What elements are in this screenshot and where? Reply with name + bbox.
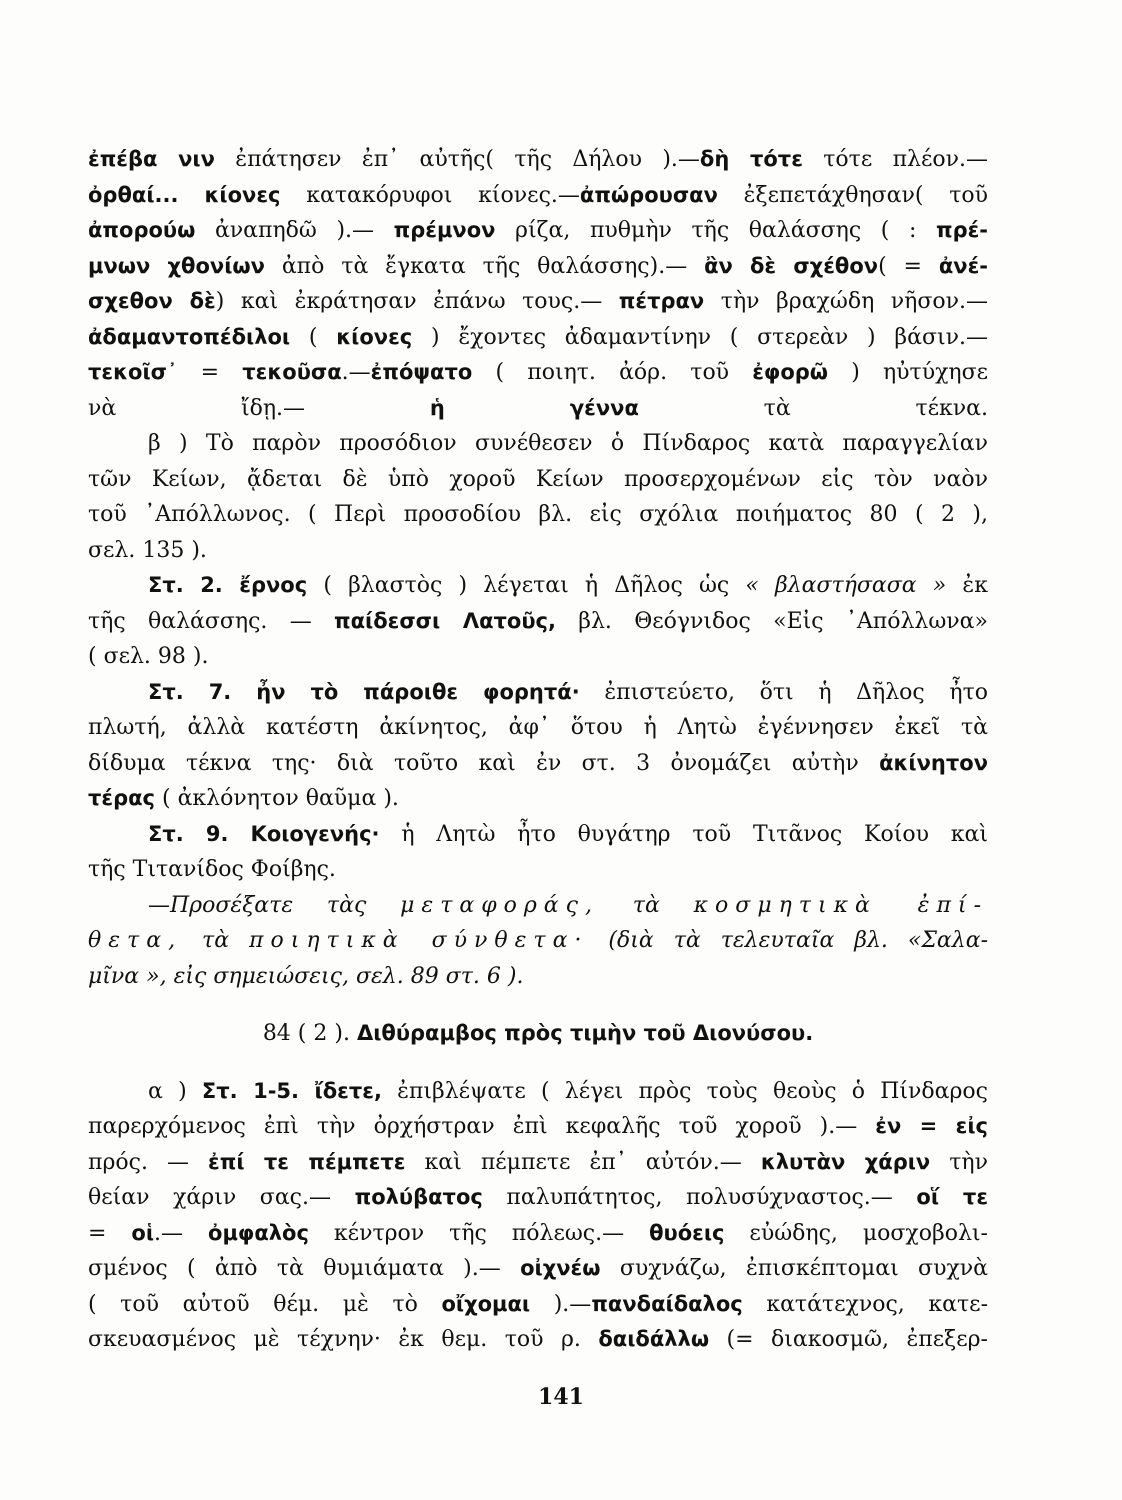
text-segment: παρερχόμενος ἐπὶ τὴν ὀρχήστραν ἐπὶ κεφαλῆς τοῦ χοροῦ ).— <box>88 1114 876 1139</box>
text-segment: θείαν χάριν σας.— <box>88 1185 355 1210</box>
text-segment: κατακόρυφοι κίονες.— <box>280 182 580 208</box>
text-segment: σελ. 135 ). <box>88 537 207 563</box>
lemma-term: ἀδαμαντοπέδιλοι <box>88 324 291 349</box>
text-segment: ἐπάτησεν ἐπ᾽ αὐτῆς( τῆς Δήλου ).— <box>214 147 700 172</box>
text-segment: δίδυμα τέκνα της· διὰ τοῦτο καὶ ἐν στ. 3 ὀνομάζει αὐτὴν <box>88 750 880 776</box>
lemma-term: ἀπώρουσαν <box>579 182 718 207</box>
text-segment: = <box>88 1220 132 1246</box>
lemma-term: ἀπορούω <box>88 218 196 242</box>
text-line <box>88 391 988 427</box>
text-line <box>88 675 988 711</box>
lemma-term: ἀνέ- <box>938 253 988 278</box>
text-segment: (διὰ τὰ τελευταῖα βλ. «Σαλα- <box>588 928 988 953</box>
text-segment: καὶ πέμπετε ἐπ᾽ αὐτόν.— <box>405 1149 761 1175</box>
lemma-term: πρέμνον <box>393 218 496 242</box>
section-heading <box>88 1016 988 1052</box>
lemma-term: δὴ τότε <box>699 147 803 171</box>
text-segment: .— <box>341 360 371 385</box>
lemma-term: σχεθον δὲ <box>88 289 216 313</box>
text-segment: νὰ ἴδῃ.— <box>88 395 430 421</box>
text-segment: ἐκ <box>946 573 988 598</box>
text-line <box>88 355 988 391</box>
lemma-term: οἰχνέω <box>520 1256 601 1280</box>
text-line <box>88 1251 988 1287</box>
text-segment: κέντρον τῆς πόλεως.— <box>308 1220 650 1246</box>
text-line <box>88 1216 988 1252</box>
text-segment: πλωτή, ἀλλὰ κατέστη ἀκίνητος, ἀφ᾽ ὅτου ἡ Λητὼ ἐγέννησεν ἐκεῖ τὰ <box>88 715 988 740</box>
text-line <box>88 959 988 995</box>
text-segment: τότε πλέον.— <box>802 147 988 172</box>
text-segment: τῆς Τιτανίδος Φοίβης. <box>88 857 336 882</box>
text-line <box>88 284 988 320</box>
lemma-term: παίδεσσι Λατοῦς, <box>333 608 556 633</box>
text-line <box>88 568 988 604</box>
text-line <box>88 249 988 285</box>
lemma-term: τεκοῖσ᾽ <box>88 360 178 384</box>
text-segment: παλυπάτητος, πολυσύχναστος.— <box>482 1185 917 1210</box>
text-segment: ἀπὸ τὰ ἔγκατα τῆς θαλάσσης).— <box>264 253 705 279</box>
lemma-term: ὀρθαί... κίονες <box>88 182 281 207</box>
text-segment: θετα, <box>88 928 183 953</box>
text-segment: ἡ Λητὼ ἦτο θυγάτηρ τοῦ Τιτᾶνος Κοίου καὶ <box>379 821 988 847</box>
text-segment: ἐπιβλέψατε ( λέγει πρὸς τοὺς θεοὺς ὁ Πίνδαρος <box>381 1078 988 1104</box>
lemma-term: Στ. 7. ἦν τὸ πάροιθε φορητά· <box>148 679 580 704</box>
lemma-term: πανδαίδαλος <box>591 1291 743 1316</box>
text-line <box>88 888 988 924</box>
text-segment: τῶν Κείων, ᾄδεται δὲ ὑπὸ χοροῦ Κείων προσερχομένων εἰς τὸν ναὸν <box>88 466 988 492</box>
text-segment: « βλαστήσασα » <box>745 573 947 598</box>
text-segment: εὐώδης, μοσχοβολι- <box>724 1220 988 1246</box>
text-line <box>88 852 988 888</box>
text-line <box>88 1322 988 1358</box>
text-segment: ) ἔχοντες ἀδαμαντίνην ( στερεὰν ) βάσιν.— <box>412 324 988 350</box>
text-line <box>88 604 988 640</box>
text-segment: τοῦ ᾽Απόλλωνος. ( Περὶ προσοδίου βλ. εἰς σχόλια ποιήματος 80 ( 2 ), <box>88 502 988 527</box>
text-segment: α ) <box>148 1078 202 1104</box>
text-line <box>88 923 988 959</box>
text-segment: ( ἀκλόνητον θαῦμα ). <box>155 786 399 811</box>
text-line <box>88 781 988 817</box>
text-segment: τὴν βραχώδη νῆσον.— <box>704 289 988 314</box>
lemma-term: Στ. 9. Κοιογενής· <box>148 821 380 846</box>
text-line <box>88 462 988 498</box>
lemma-term: οἴχομαι <box>441 1291 531 1316</box>
lemma-term: ἐπέβα νιν <box>88 147 215 171</box>
text-segment: = <box>177 360 243 385</box>
text-segment: ( βλαστὸς ) λέγεται ἡ Δῆλος ὡς <box>307 573 746 598</box>
text-line <box>88 1145 988 1181</box>
commentary-text <box>88 142 988 1358</box>
text-segment: ἐξεπετάχθησαν( τοῦ <box>717 182 988 208</box>
text-segment: τὰ τέκνα. <box>638 395 988 421</box>
text-line <box>88 320 988 356</box>
text-segment: συχνάζω, ἐπισκέπτομαι συχνὰ <box>600 1256 988 1281</box>
lemma-term: τέρας <box>88 786 155 810</box>
commentary-part-2 <box>88 1074 988 1358</box>
lemma-term: πρέ- <box>935 218 988 242</box>
text-line <box>88 178 988 214</box>
text-segment: ( <box>290 324 337 350</box>
text-segment: .— <box>154 1220 209 1246</box>
lemma-term: ἐπί τε πέμπετε <box>208 1149 406 1174</box>
text-line <box>88 426 988 462</box>
text-line <box>88 533 988 569</box>
text-line <box>88 1180 988 1216</box>
lemma-term: ἐπόψατο <box>370 360 473 384</box>
text-segment: σμένος ( ἀπὸ τὰ θυμιάματα ).— <box>88 1256 521 1281</box>
lemma-term: δαιδάλλω <box>598 1327 710 1351</box>
text-line <box>88 213 988 249</box>
text-segment: β ) Τὸ παρὸν προσόδιον συνέθεσεν ὁ Πίνδαρος κατὰ παραγγελίαν <box>148 431 988 456</box>
text-line <box>88 1109 988 1145</box>
text-segment: τὰ <box>598 892 694 918</box>
lemma-term: κλυτὰν χάριν <box>760 1149 931 1174</box>
text-segment: (= διακοσμῶ, ἐπεξερ- <box>709 1327 988 1352</box>
text-segment: ) καὶ ἐκράτησαν ἐπάνω τους.— <box>215 289 619 314</box>
lemma-term: ἀκίνητον <box>879 750 988 775</box>
lemma-term: ὀμφαλὸς <box>208 1220 309 1245</box>
lemma-term: μνων χθονίων <box>88 253 265 278</box>
text-line <box>88 1074 988 1110</box>
lemma-term: οἱ <box>131 1220 155 1245</box>
text-line <box>88 1287 988 1323</box>
text-line <box>88 817 988 853</box>
text-segment: βλ. Θεόγνιδος «Εἰς ᾽Απόλλωνα» <box>555 608 988 634</box>
lemma-term: ἐν = εἰς <box>875 1114 988 1138</box>
text-segment: ρίζα, πυθμὴν τῆς θαλάσσης ( : <box>495 218 936 243</box>
text-line <box>88 746 988 782</box>
text-line <box>88 497 988 533</box>
lemma-term: πολύβατος <box>354 1185 483 1209</box>
text-segment: ( = <box>878 253 939 279</box>
text-segment: ) ηὐτύχησε <box>828 360 988 385</box>
text-segment: ( σελ. 98 ). <box>88 644 209 669</box>
text-segment: μῖνα », εἰς σημειώσεις, σελ. 89 στ. 6 ). <box>88 963 524 989</box>
text-segment: τὴν <box>930 1149 988 1175</box>
text-segment: —Προσέξατε τὰς <box>148 892 401 918</box>
lemma-term: πέτραν <box>618 289 705 313</box>
text-segment: ( ποιητ. ἀόρ. τοῦ <box>472 360 753 385</box>
lemma-term: ἡ γέννα <box>429 395 639 420</box>
page-number: 141 <box>538 1384 584 1410</box>
text-segment: ἐπιστεύετο, ὅτι ἡ Δῆλος ἦτο <box>579 679 988 705</box>
heading-title: Διθύραμβος πρὸς τιμὴν τοῦ Διονύσου. <box>356 1021 814 1045</box>
lemma-term: ἐφορῶ <box>752 360 829 384</box>
text-segment: τῆς θαλάσσης. — <box>88 608 334 634</box>
text-segment: ).— <box>530 1291 592 1317</box>
lemma-term: θυόεις <box>649 1220 725 1245</box>
text-segment: ( τοῦ αὐτοῦ θέμ. μὲ τὸ <box>88 1291 442 1317</box>
lemma-term: ἂν δὲ σχέθον <box>704 253 879 278</box>
text-segment: μεταφοράς, <box>400 892 599 918</box>
lemma-term: κίονες <box>336 324 413 349</box>
text-segment: κοσμητικὰ ἐπί- <box>693 892 988 918</box>
text-segment: κατάτεχνος, κατε- <box>742 1291 988 1317</box>
commentary-part-1 <box>88 142 988 994</box>
text-segment: ποιητικὰ σύνθετα· <box>249 928 589 953</box>
text-segment: ἀναπηδῶ ).— <box>195 218 394 243</box>
text-line <box>88 142 988 178</box>
lemma-term: Στ. 2. ἔρνος <box>148 573 308 597</box>
heading-number: 84 ( 2 ). <box>262 1021 350 1046</box>
lemma-term: Στ. 1-5. ἴδετε, <box>201 1078 382 1103</box>
text-line <box>88 639 988 675</box>
text-segment: πρός. — <box>88 1149 209 1175</box>
lemma-term: οἵ τε <box>916 1185 988 1209</box>
text-segment: σκευασμένος μὲ τέχνην· ἐκ θεμ. τοῦ ρ. <box>88 1327 599 1352</box>
lemma-term: τεκοῦσα <box>242 360 342 384</box>
text-segment: τὰ <box>182 928 250 953</box>
text-line <box>88 710 988 746</box>
